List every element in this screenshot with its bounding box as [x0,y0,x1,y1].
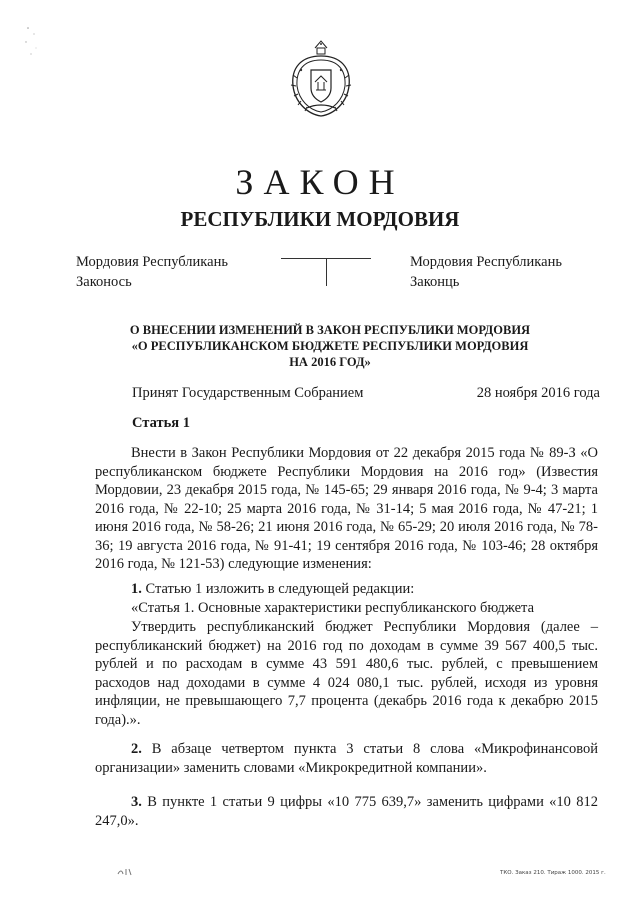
item-2-number: 2. [131,741,142,757]
coat-of-arms-icon [285,38,357,120]
article-intro: Внести в Закон Республики Мордовия от 22 декабря 2015 года № 89-З «О республиканском бюджете Республики Мордовия на 2016 год» (Известия Мордовии, 23 декабря 2015 года, № 145-65; 29 января 2016 года, № 9-4; 3 марта 2016 года, № 22-10; 25 марта 2016 года, № 31-14; 5 мая 2016 года, № 47-21; 1 июня 2016 года, № 58-26; 21 июня 2016 года, № 65-29; 20 июля 2016 года, № 78-36; 19 августа 2016 года, № 91-41; 19 сентября 2016 года, № 103-46; 28 октября 2016 года, № 121-53) следующие изменения: [95,445,598,572]
law-heading [60,322,600,370]
scan-specks [22,20,62,60]
item-1-number: 1. [131,581,142,597]
article-title: Статья 1 [132,415,190,431]
moksha-title-right [410,252,562,292]
side-right-line2: Законць [410,274,460,290]
item-1-text: Статью 1 изложить в следующей редакции: [141,581,415,597]
print-code: ТКО. Заказ 210. Тираж 1000. 2015 г. [500,870,606,876]
side-left-line2: Законось [76,274,132,290]
scan-mark-icon [116,866,136,878]
republic-title: РЕСПУБЛИКИ МОРДОВИЯ [180,207,460,231]
erzya-title-left [76,252,228,292]
adopted-by: Принят Государственным Собранием [132,385,364,401]
heading-line3: НА 2016 ГОД» [289,355,371,369]
title-divider-vertical [326,258,327,286]
heading-line2: «О РЕСПУБЛИКАНСКОМ БЮДЖЕТЕ РЕСПУБЛИКИ МОРДОВИЯ [131,339,529,353]
law-title: ЗАКОН [235,162,405,202]
item-1-quote-title: «Статья 1. Основные характеристики республиканского бюджета [131,600,535,616]
heading-line1: О ВНЕСЕНИИ ИЗМЕНЕНИЙ В ЗАКОН РЕСПУБЛИКИ МОРДОВИЯ [129,323,531,337]
item-1 [95,580,598,599]
item-3-text: В пункте 1 статьи 9 цифры «10 775 639,7» заменить цифрами «10 812 247,0». [95,794,598,829]
item-2 [95,740,598,777]
item-3-number: 3. [131,794,142,810]
item-2-text: В абзаце четвертом пункта 3 статьи 8 слова «Микрофинансовой организации» заменить словами «Микрокредитной компании». [95,741,598,776]
adopted-date: 28 ноября 2016 года [476,385,600,401]
item-1-quote-body: Утвердить республиканский бюджет Республики Мордовия (далее – республиканский бюджет) на 2016 год по доходам в сумме 39 567 400,5 тыс. рублей и по расходам в сумме 43 591 480,6 тыс. рублей, с превышением расходов над доходами в сумме 4 024 080,1 тыс. рублей, исходя из уровня инфляции, не превышающего 7,7 процента (декабрь 2016 года к декабрю 2015 года).». [95,619,598,728]
side-right-line1: Мордовия Республикань [410,254,562,270]
side-left-line1: Мордовия Республикань [76,254,228,270]
item-3 [95,793,598,830]
